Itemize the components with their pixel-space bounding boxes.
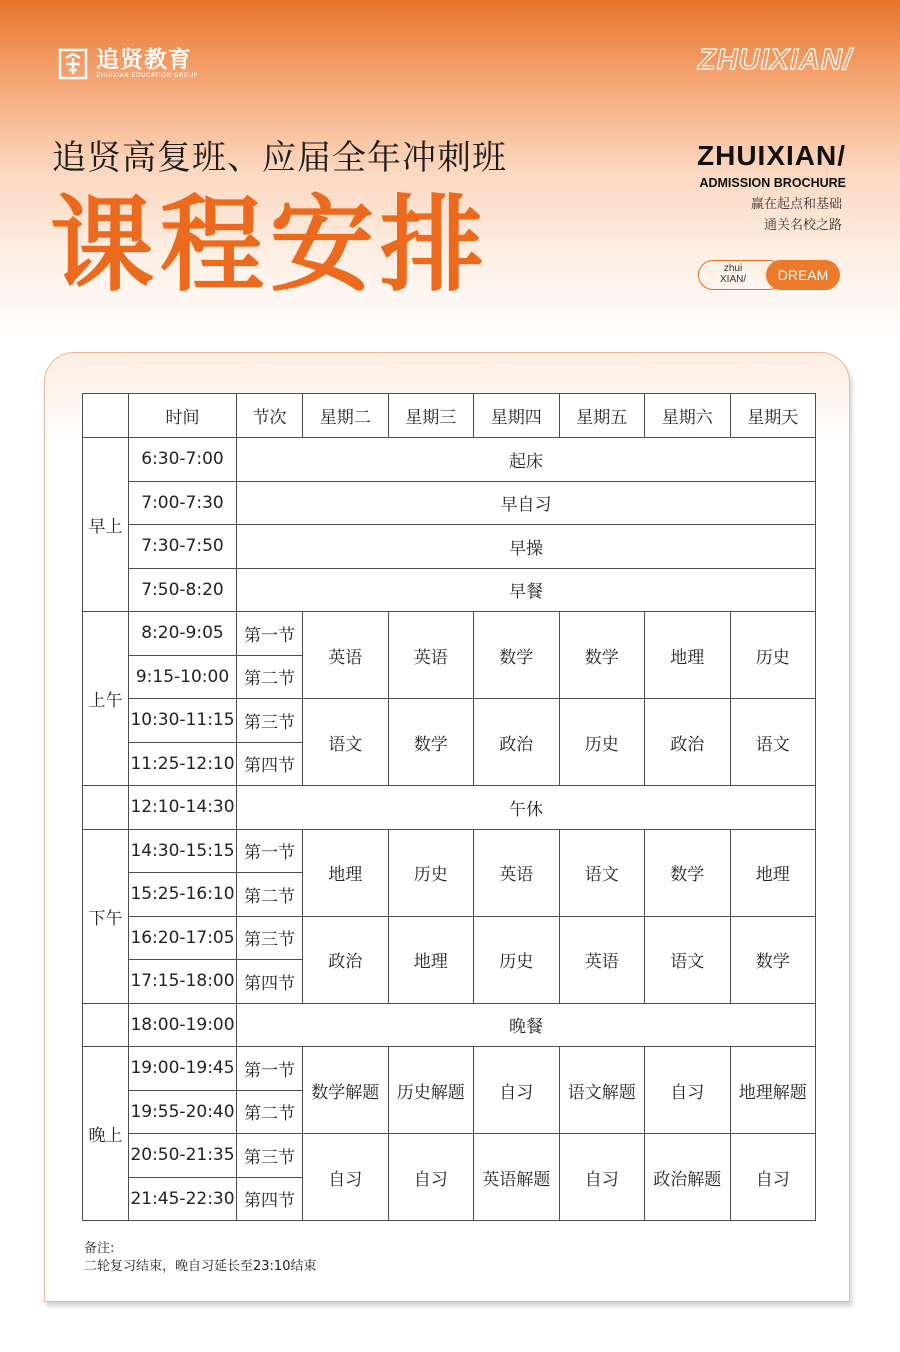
notes-text: 二轮复习结束，晚自习延长至23:10结束 <box>84 1259 317 1274</box>
watermark-top: ZHUIXIAN/ <box>698 44 852 76</box>
logo <box>58 48 198 80</box>
lesson-cell: 第一节 <box>237 829 303 873</box>
period-label: 下午 <box>83 829 129 1003</box>
slogan-line-1: 赢在起点和基础 <box>750 197 842 212</box>
header-cell: 星期四 <box>474 394 560 438</box>
table-row <box>83 612 816 656</box>
subject-cell: 英语 <box>474 829 560 916</box>
activity-cell: 早餐 <box>237 568 816 612</box>
table-row <box>83 1134 816 1178</box>
time-cell: 14:30-15:15 <box>129 829 237 873</box>
period-label: 晚上 <box>83 1047 129 1221</box>
time-cell: 18:00-19:00 <box>129 1003 237 1047</box>
time-cell: 17:15-18:00 <box>129 960 237 1004</box>
activity-cell: 早操 <box>237 525 816 569</box>
activity-cell: 起床 <box>237 438 816 482</box>
subject-cell: 地理 <box>645 612 731 699</box>
time-cell: 15:25-16:10 <box>129 873 237 917</box>
subject-cell: 地理解题 <box>730 1047 816 1134</box>
lesson-cell: 第一节 <box>237 612 303 656</box>
header-cell: 星期六 <box>645 394 731 438</box>
subject-cell: 英语 <box>559 916 645 1003</box>
period-blank <box>83 1003 129 1047</box>
brand-sub: ADMISSION BROCHURE <box>699 176 846 190</box>
brand-block <box>697 140 846 236</box>
subject-cell: 语文 <box>303 699 389 786</box>
time-cell: 19:00-19:45 <box>129 1047 237 1091</box>
period-label: 早上 <box>83 438 129 612</box>
subject-cell: 自习 <box>388 1134 474 1221</box>
subject-cell: 语文 <box>645 916 731 1003</box>
subject-cell: 历史 <box>559 699 645 786</box>
tag-zhuixian <box>720 263 746 285</box>
subject-cell: 地理 <box>388 916 474 1003</box>
subject-cell: 英语 <box>303 612 389 699</box>
lesson-cell: 第二节 <box>237 1090 303 1134</box>
subject-cell: 数学 <box>388 699 474 786</box>
lesson-cell: 第四节 <box>237 1177 303 1221</box>
table-row <box>83 1003 816 1047</box>
lesson-cell: 第四节 <box>237 742 303 786</box>
table-row <box>83 1047 816 1091</box>
period-blank <box>83 786 129 830</box>
subject-cell: 政治 <box>645 699 731 786</box>
header-corner <box>83 394 129 438</box>
subject-cell: 数学解题 <box>303 1047 389 1134</box>
subject-cell: 历史 <box>388 829 474 916</box>
table-row <box>83 786 816 830</box>
lesson-cell: 第四节 <box>237 960 303 1004</box>
header-cell: 时间 <box>129 394 237 438</box>
time-cell: 19:55-20:40 <box>129 1090 237 1134</box>
time-cell: 9:15-10:00 <box>129 655 237 699</box>
header-cell: 星期天 <box>730 394 816 438</box>
time-cell: 11:25-12:10 <box>129 742 237 786</box>
table-row <box>83 481 816 525</box>
notes-label: 备注: <box>84 1241 115 1256</box>
lesson-cell: 第二节 <box>237 655 303 699</box>
subject-cell: 数学 <box>559 612 645 699</box>
page-title: 课程安排 <box>50 184 491 306</box>
header-cell: 星期三 <box>388 394 474 438</box>
time-cell: 8:20-9:05 <box>129 612 237 656</box>
subject-cell: 英语解题 <box>474 1134 560 1221</box>
table-row <box>83 916 816 960</box>
subject-cell: 历史 <box>474 916 560 1003</box>
time-cell: 6:30-7:00 <box>129 438 237 482</box>
subject-cell: 英语 <box>388 612 474 699</box>
time-cell: 7:00-7:30 <box>129 481 237 525</box>
brand-name: ZHUIXIAN/ <box>697 140 846 171</box>
subject-cell: 数学 <box>730 916 816 1003</box>
header-cell: 星期二 <box>303 394 389 438</box>
header-cell: 节次 <box>237 394 303 438</box>
time-cell: 10:30-11:15 <box>129 699 237 743</box>
subject-cell: 语文解题 <box>559 1047 645 1134</box>
table-row <box>83 699 816 743</box>
header-row <box>83 394 816 438</box>
dream-tag <box>698 260 842 290</box>
table-row <box>83 438 816 482</box>
subject-cell: 历史 <box>730 612 816 699</box>
table-row <box>83 568 816 612</box>
logo-name: 追贤教育 <box>96 47 192 73</box>
logo-en: ZHUIXIAN EDUCATION GROUP <box>96 72 198 79</box>
schedule-table <box>82 393 816 1221</box>
subject-cell: 自习 <box>730 1134 816 1221</box>
subject-cell: 数学 <box>474 612 560 699</box>
lesson-cell: 第三节 <box>237 1134 303 1178</box>
table-row <box>83 525 816 569</box>
subject-cell: 自习 <box>645 1047 731 1134</box>
header-cell: 星期五 <box>559 394 645 438</box>
subject-cell: 地理 <box>303 829 389 916</box>
subject-cell: 数学 <box>645 829 731 916</box>
lesson-cell: 第三节 <box>237 699 303 743</box>
lesson-cell: 第一节 <box>237 1047 303 1091</box>
time-cell: 7:30-7:50 <box>129 525 237 569</box>
slogan-line-2: 通关名校之路 <box>763 218 842 233</box>
time-cell: 7:50-8:20 <box>129 568 237 612</box>
subject-cell: 自习 <box>303 1134 389 1221</box>
subject-cell: 自习 <box>474 1047 560 1134</box>
tag-dream: DREAM <box>766 260 840 290</box>
subtitle: 追贤高复班、应届全年冲刺班 <box>52 138 507 178</box>
tag-xian-text: XIAN/ <box>720 274 747 285</box>
subject-cell: 历史解题 <box>388 1047 474 1134</box>
period-label: 上午 <box>83 612 129 786</box>
subject-cell: 政治 <box>303 916 389 1003</box>
subject-cell: 语文 <box>559 829 645 916</box>
time-cell: 20:50-21:35 <box>129 1134 237 1178</box>
time-cell: 16:20-17:05 <box>129 916 237 960</box>
notes <box>84 1240 316 1276</box>
subject-cell: 语文 <box>730 699 816 786</box>
activity-cell: 晚餐 <box>237 1003 816 1047</box>
table-row <box>83 829 816 873</box>
lesson-cell: 第三节 <box>237 916 303 960</box>
tag-zhui-text: zhui <box>723 263 743 274</box>
time-cell: 21:45-22:30 <box>129 1177 237 1221</box>
subject-cell: 自习 <box>559 1134 645 1221</box>
subject-cell: 政治解题 <box>645 1134 731 1221</box>
subject-cell: 政治 <box>474 699 560 786</box>
lesson-cell: 第二节 <box>237 873 303 917</box>
activity-cell: 早自习 <box>237 481 816 525</box>
logo-icon <box>58 48 88 80</box>
activity-cell: 午休 <box>237 786 816 830</box>
time-cell: 12:10-14:30 <box>129 786 237 830</box>
subject-cell: 地理 <box>730 829 816 916</box>
